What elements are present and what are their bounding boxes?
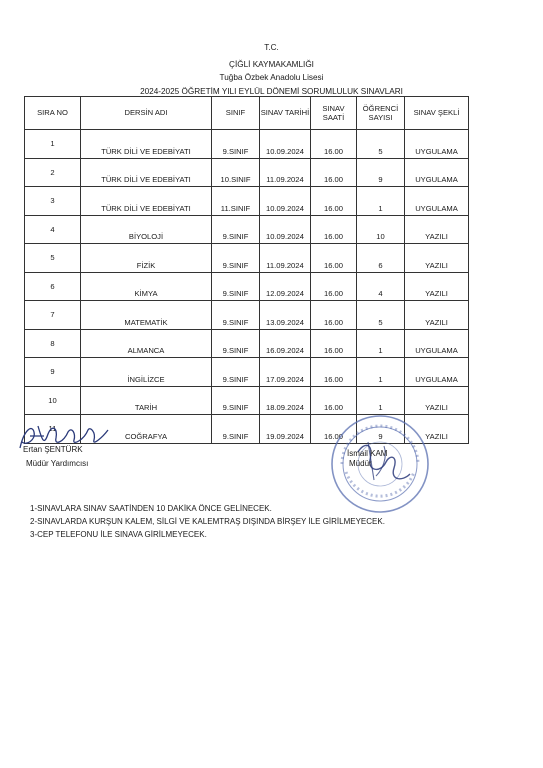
column-header: DERSİN ADI — [81, 97, 212, 130]
student-count-cell: 9 — [357, 158, 405, 187]
column-header: SINAV TARİHİ — [260, 97, 311, 130]
exam-date-cell: 10.09.2024 — [260, 130, 311, 159]
exam-date-cell: 18.09.2024 — [260, 386, 311, 415]
row-number-cell: 3 — [25, 187, 81, 216]
course-name-cell: FİZİK — [81, 244, 212, 273]
row-number-cell: 5 — [25, 244, 81, 273]
table-row — [25, 386, 469, 415]
student-count-cell: 5 — [357, 130, 405, 159]
exam-date-cell: 12.09.2024 — [260, 272, 311, 301]
course-name-cell: KİMYA — [81, 272, 212, 301]
row-number-cell: 9 — [25, 358, 81, 387]
class-level-cell: 9.SINIF — [212, 415, 260, 444]
row-number-cell: 10 — [25, 386, 81, 415]
exam-time-cell: 16.00 — [311, 358, 357, 387]
student-count-cell: 1 — [357, 187, 405, 216]
exam-time-cell: 16.00 — [311, 386, 357, 415]
row-number-cell: 6 — [25, 272, 81, 301]
row-number-cell: 2 — [25, 158, 81, 187]
note-3: 3-CEP TELEFONU İLE SINAVA GİRİLMEYECEK. — [30, 530, 207, 539]
course-name-cell: İNGİLİZCE — [81, 358, 212, 387]
exam-type-cell: UYGULAMA — [405, 329, 469, 358]
table-row — [25, 301, 469, 330]
exam-type-cell: YAZILI — [405, 415, 469, 444]
course-name-cell: MATEMATİK — [81, 301, 212, 330]
table-row — [25, 158, 469, 187]
class-level-cell: 9.SINIF — [212, 215, 260, 244]
official-stamp — [328, 412, 432, 516]
exam-type-cell: YAZILI — [405, 386, 469, 415]
exam-schedule-table — [24, 96, 469, 444]
row-number-cell: 8 — [25, 329, 81, 358]
document-title: 2024-2025 ÖĞRETİM YILI EYLÜL DÖNEMİ SORUMLULUK SINAVLARI — [140, 87, 403, 96]
exam-time-cell: 16.00 — [311, 415, 357, 444]
exam-time-cell: 16.00 — [311, 187, 357, 216]
exam-date-cell: 10.09.2024 — [260, 187, 311, 216]
course-name-cell: TÜRK DİLİ VE EDEBİYATI — [81, 130, 212, 159]
exam-time-cell: 16.00 — [311, 329, 357, 358]
row-number-cell: 7 — [25, 301, 81, 330]
exam-type-cell: UYGULAMA — [405, 358, 469, 387]
exam-date-cell: 16.09.2024 — [260, 329, 311, 358]
class-level-cell: 9.SINIF — [212, 301, 260, 330]
signer-left-title: Müdür Yardımcısı — [26, 459, 89, 468]
course-name-cell: TÜRK DİLİ VE EDEBİYATI — [81, 158, 212, 187]
row-number-cell: 1 — [25, 130, 81, 159]
exam-time-cell: 16.00 — [311, 130, 357, 159]
student-count-cell: 10 — [357, 215, 405, 244]
exam-type-cell: UYGULAMA — [405, 130, 469, 159]
student-count-cell: 1 — [357, 386, 405, 415]
column-header: SINAV ŞEKLİ — [405, 97, 469, 130]
header-kaymakamlik: ÇİĞLİ KAYMAKAMLIĞI — [229, 60, 314, 69]
exam-type-cell: YAZILI — [405, 301, 469, 330]
course-name-cell: COĞRAFYA — [81, 415, 212, 444]
exam-date-cell: 11.09.2024 — [260, 158, 311, 187]
header-school: Tuğba Özbek Anadolu Lisesi — [219, 73, 324, 82]
exam-type-cell: YAZILI — [405, 244, 469, 273]
exam-time-cell: 16.00 — [311, 158, 357, 187]
exam-type-cell: YAZILI — [405, 215, 469, 244]
table-row — [25, 358, 469, 387]
table-row — [25, 272, 469, 301]
class-level-cell: 9.SINIF — [212, 272, 260, 301]
class-level-cell: 9.SINIF — [212, 244, 260, 273]
column-header: SINAV SAATİ — [311, 97, 357, 130]
exam-time-cell: 16.00 — [311, 215, 357, 244]
note-2: 2-SINAVLARDA KURŞUN KALEM, SİLGİ VE KALEMTRAŞ DIŞINDA BİRŞEY İLE GİRİLMEYECEK. — [30, 517, 385, 526]
column-header: ÖĞRENCİ SAYISI — [357, 97, 405, 130]
column-header: SINIF — [212, 97, 260, 130]
signer-right-title: Müdür — [349, 459, 372, 468]
exam-type-cell: YAZILI — [405, 272, 469, 301]
exam-date-cell: 19.09.2024 — [260, 415, 311, 444]
student-count-cell: 5 — [357, 301, 405, 330]
exam-date-cell: 17.09.2024 — [260, 358, 311, 387]
table-row — [25, 215, 469, 244]
student-count-cell: 6 — [357, 244, 405, 273]
class-level-cell: 9.SINIF — [212, 358, 260, 387]
table-row — [25, 329, 469, 358]
header-tc: T.C. — [264, 43, 279, 52]
exam-time-cell: 16.00 — [311, 272, 357, 301]
note-1: 1-SINAVLARA SINAV SAATİNDEN 10 DAKİKA ÖNCE GELİNECEK. — [30, 504, 272, 513]
student-count-cell: 4 — [357, 272, 405, 301]
table-row — [25, 187, 469, 216]
student-count-cell: 1 — [357, 329, 405, 358]
exam-date-cell: 10.09.2024 — [260, 215, 311, 244]
signer-left-name: Ertan ŞENTÜRK — [23, 445, 83, 454]
exam-time-cell: 16.00 — [311, 301, 357, 330]
course-name-cell: BİYOLOJİ — [81, 215, 212, 244]
signer-right-name: İsmail KAM — [347, 449, 388, 458]
table-row — [25, 244, 469, 273]
table-header-row — [25, 97, 469, 130]
student-count-cell: 9 — [357, 415, 405, 444]
exam-time-cell: 16.00 — [311, 244, 357, 273]
class-level-cell: 9.SINIF — [212, 130, 260, 159]
exam-type-cell: UYGULAMA — [405, 187, 469, 216]
exam-date-cell: 13.09.2024 — [260, 301, 311, 330]
class-level-cell: 11.SINIF — [212, 187, 260, 216]
table-row — [25, 130, 469, 159]
class-level-cell: 9.SINIF — [212, 386, 260, 415]
column-header: SIRA NO — [25, 97, 81, 130]
class-level-cell: 9.SINIF — [212, 329, 260, 358]
class-level-cell: 10.SINIF — [212, 158, 260, 187]
course-name-cell: TARİH — [81, 386, 212, 415]
row-number-cell: 11 — [25, 415, 81, 444]
exam-date-cell: 11.09.2024 — [260, 244, 311, 273]
course-name-cell: ALMANCA — [81, 329, 212, 358]
student-count-cell: 1 — [357, 358, 405, 387]
exam-type-cell: UYGULAMA — [405, 158, 469, 187]
row-number-cell: 4 — [25, 215, 81, 244]
course-name-cell: TÜRK DİLİ VE EDEBİYATI — [81, 187, 212, 216]
